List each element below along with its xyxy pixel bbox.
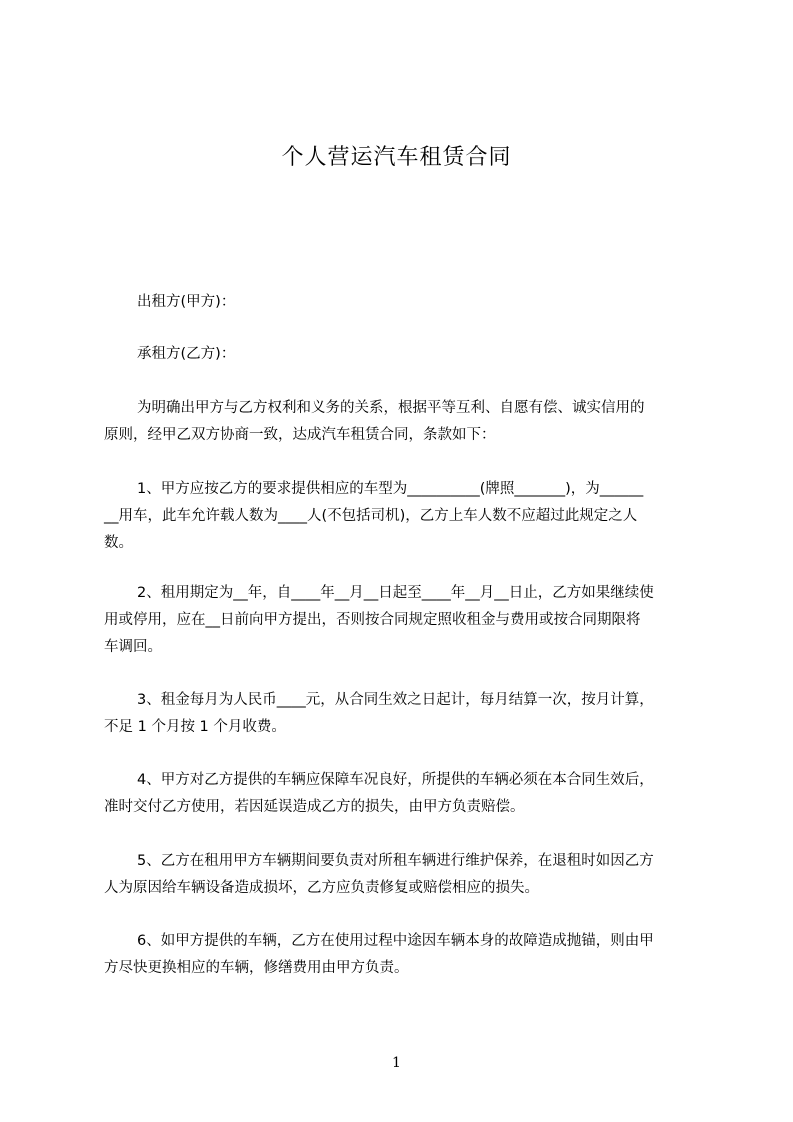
page-number: 1 [392,1055,401,1071]
clause-1-line-3: 数。 [104,535,133,551]
clause-4-line-1: 4、甲方对乙方提供的车辆应保障车况良好，所提供的车辆必须在本合同生效后， [137,772,654,788]
clause-1-line-1: 1、甲方应按乙方的要求提供相应的车型为__________(牌照_______)，为______ [137,481,644,497]
clause-5-line-2: 人为原因给车辆设备造成损坏，乙方应负责修复或赔偿相应的损失。 [104,880,539,896]
clause-3-line-1: 3、租金每月为人民币____元，从合同生效之日起计，每月结算一次，按月计算， [137,692,654,708]
clause-1-line-2: __用车，此车允许载人数为____人(不包括司机)，乙方上车人数不应超过此规定之人 [104,508,638,524]
party-b-label: 承租方(乙方)： [137,346,236,362]
intro-line-1: 为明确出甲方与乙方权利和义务的关系，根据平等互利、自愿有偿、诚实信用的 [137,400,645,416]
intro-line-2: 原则，经甲乙双方协商一致，达成汽车租赁合同，条款如下： [104,427,496,443]
clause-2-line-3: 车调回。 [104,639,162,655]
clause-5-line-1: 5、乙方在租用甲方车辆期间要负责对所租车辆进行维护保养，在退租时如因乙方 [137,853,654,869]
party-a-label: 出租方(甲方)： [137,294,236,310]
document-title: 个人营运汽车租赁合同 [281,145,512,170]
clause-6-line-1: 6、如甲方提供的车辆，乙方在使用过程中途因车辆本身的故障造成抛锚，则由甲 [137,933,654,949]
clause-4-line-2: 准时交付乙方使用，若因延误造成乙方的损失，由甲方负责赔偿。 [104,799,525,815]
clause-2-line-2: 用或停用，应在__日前向甲方提出，否则按合同规定照收租金与费用或按合同期限将 [104,612,641,628]
clause-2-line-1: 2、租用期定为__年，自____年__月__日起至____年__月__日止，乙方如果继续使 [137,585,654,601]
clause-6-line-2: 方尽快更换相应的车辆，修缮费用由甲方负责。 [104,960,409,976]
clause-3-line-2: 不足 1 个月按 1 个月收费。 [104,719,286,735]
